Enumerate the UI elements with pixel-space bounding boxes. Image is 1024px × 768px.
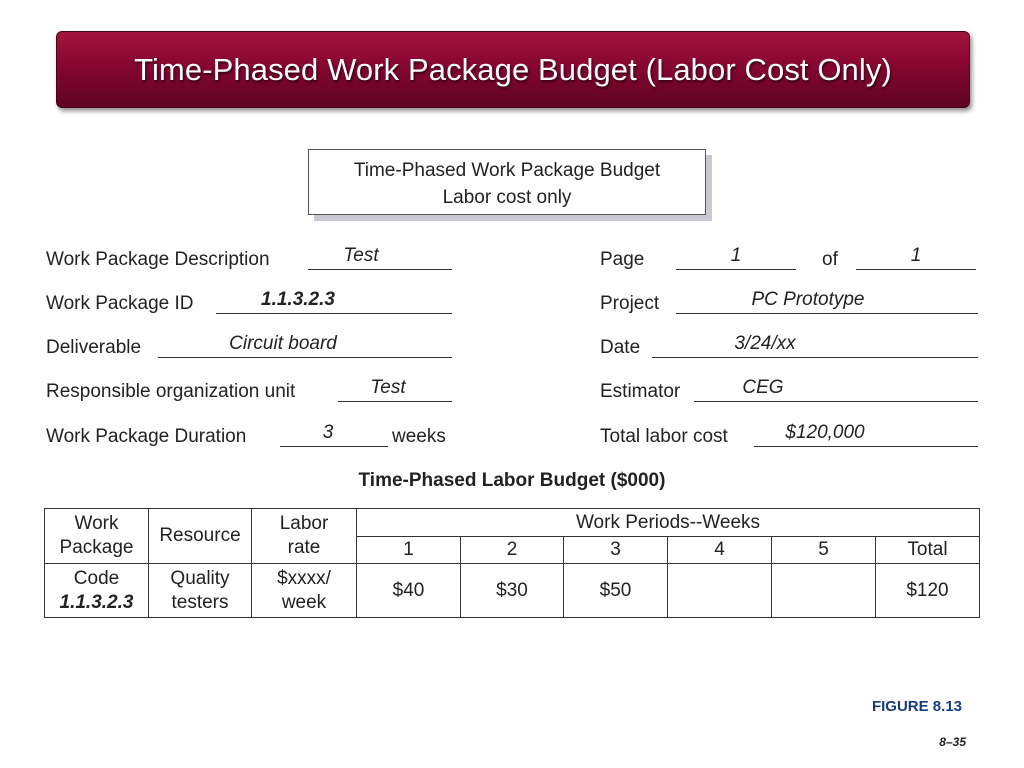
field-deliverable [46,331,456,361]
project-label: Project [600,293,660,314]
page-label: Page [600,249,645,270]
description-value: Test [343,245,379,266]
header-work-package: Work Package [45,509,149,564]
estimator-value: CEG [742,377,784,398]
header-period-3: 3 [564,537,668,564]
figure-label: FIGURE 8.13 [871,698,962,715]
table-title: Time-Phased Labor Budget ($000) [358,470,666,491]
project-line [676,313,978,314]
duration-value: 3 [322,422,334,443]
field-description [46,243,456,273]
table-row [45,564,980,618]
date-value: 3/24/xx [734,333,796,354]
duration-line [280,446,388,447]
cell-code: Code 1.1.3.2.3 [45,564,149,618]
id-value: 1.1.3.2.3 [261,289,335,310]
id-line [216,313,452,314]
estimator-label: Estimator [600,381,681,402]
deliverable-value: Circuit board [229,333,337,354]
org-unit-value: Test [370,377,406,398]
org-unit-label: Responsible organization unit [46,381,296,402]
page-of-line [856,269,976,270]
total-cost-value: $120,000 [785,422,865,443]
cell-period-2: $30 [461,564,564,618]
header-period-1: 1 [357,537,461,564]
header-labor-rate: Labor rate [252,509,357,564]
header-period-4: 4 [668,537,772,564]
page-value: 1 [730,245,742,266]
deliverable-line [158,357,452,358]
field-project [600,287,980,317]
form-header-line2: Labor cost only [442,187,572,208]
cell-period-5 [772,564,876,618]
cell-total: $120 [876,564,980,618]
header-resource: Resource [149,509,252,564]
page-of-label: of [822,249,838,270]
cell-period-4 [668,564,772,618]
title-banner [56,31,970,108]
project-value: PC Prototype [751,289,865,310]
table-header-row-1 [45,509,980,537]
total-cost-line [754,446,978,447]
page-of-value: 1 [910,245,922,266]
field-date [600,331,980,361]
field-duration [46,420,456,450]
field-total-cost [600,420,980,450]
form-header-line1: Time-Phased Work Package Budget [353,160,661,181]
total-cost-label: Total labor cost [600,426,728,447]
field-org-unit [46,375,456,405]
date-line [652,357,978,358]
header-period-5: 5 [772,537,876,564]
header-total: Total [876,537,980,564]
org-unit-line [338,401,452,402]
description-line [308,269,452,270]
cell-rate: $xxxx/ week [252,564,357,618]
duration-label: Work Package Duration [46,426,247,447]
id-label: Work Package ID [46,293,194,314]
deliverable-label: Deliverable [46,337,142,358]
duration-suffix: weeks [392,426,446,447]
field-estimator [600,375,980,405]
slide-title: Time-Phased Work Package Budget (Labor Cost Only) [134,51,892,87]
page-line [676,269,796,270]
field-page [600,243,980,273]
date-label: Date [600,337,641,358]
description-label: Work Package Description [46,249,270,270]
form-header-box [308,149,706,215]
cell-period-3: $50 [564,564,668,618]
page-number: 8–35 [939,735,966,749]
field-id [46,287,456,317]
header-period-2: 2 [461,537,564,564]
cell-period-1: $40 [357,564,461,618]
estimator-line [694,401,978,402]
header-work-periods: Work Periods--Weeks [357,509,980,537]
labor-budget-table [44,508,980,618]
cell-resource: Quality testers [149,564,252,618]
